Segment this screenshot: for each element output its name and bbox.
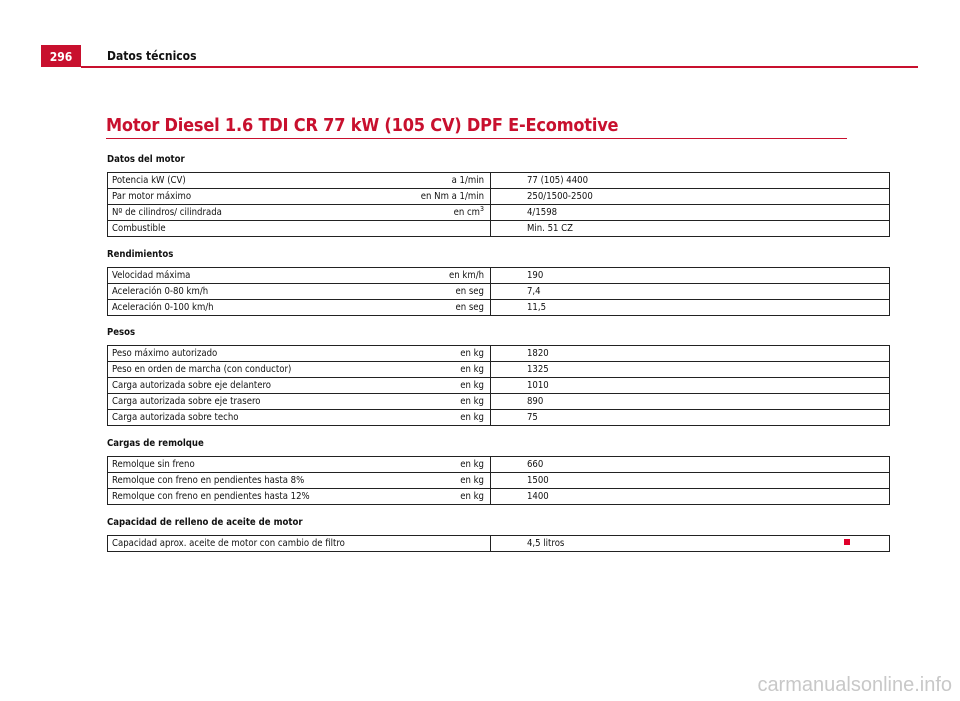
title-divider (106, 138, 847, 139)
table-row (108, 189, 890, 205)
section-rendimientos (107, 248, 847, 316)
row-unit: en kg (460, 396, 484, 407)
row-unit: en km/h (449, 270, 484, 281)
section-pesos (107, 326, 847, 426)
table-row (108, 205, 890, 221)
spec-table (107, 535, 890, 552)
row-value: 4/1598 (491, 205, 890, 221)
unit-base: en cm (453, 207, 480, 218)
row-label: Combustible (112, 223, 166, 234)
row-label: Peso en orden de marcha (con conductor) (112, 364, 292, 375)
row-value: 1325 (491, 362, 890, 378)
row-unit: en kg (460, 348, 484, 359)
table-row (108, 173, 890, 189)
row-label: Remolque con freno en pendientes hasta 8% (112, 475, 305, 486)
row-unit: en kg (460, 475, 484, 486)
row-label: Par motor máximo (112, 191, 192, 202)
row-unit: en Nm a 1/min (420, 191, 484, 202)
row-value: 77 (105) 4400 (491, 173, 890, 189)
table-row (108, 378, 890, 394)
row-value: 1010 (491, 378, 890, 394)
table-row (108, 489, 890, 505)
row-value: 1820 (491, 346, 890, 362)
row-label: Remolque con freno en pendientes hasta 12% (112, 491, 310, 502)
row-value: 660 (491, 457, 890, 473)
table-row (108, 394, 890, 410)
row-unit: en kg (460, 491, 484, 502)
row-unit: a 1/min (451, 175, 484, 186)
row-label: Carga autorizada sobre eje delantero (112, 380, 271, 391)
page-title: Motor Diesel 1.6 TDI CR 77 kW (105 CV) DPF E-Ecomotive (106, 115, 619, 136)
row-label: Carga autorizada sobre techo (112, 412, 239, 423)
spec-table (107, 172, 890, 237)
row-value: 11,5 (491, 300, 890, 316)
row-value: 1500 (491, 473, 890, 489)
table-row (108, 268, 890, 284)
row-value: 7,4 (491, 284, 890, 300)
row-unit: en kg (460, 459, 484, 470)
section-datos-del-motor (107, 153, 847, 237)
section-cargas-de-remolque (107, 437, 847, 505)
row-unit (454, 205, 484, 220)
table-row (108, 284, 890, 300)
row-value: 1400 (491, 489, 890, 505)
row-label: Velocidad máxima (112, 270, 191, 281)
header-divider (81, 66, 918, 68)
row-unit: en kg (460, 412, 484, 423)
row-value: 890 (491, 394, 890, 410)
row-unit: en kg (460, 364, 484, 375)
table-row (108, 362, 890, 378)
unit-superscript: 3 (479, 204, 484, 213)
spec-table (107, 267, 890, 316)
watermark: carmanualsonline.info (757, 674, 952, 696)
section-heading: Datos del motor (107, 154, 185, 165)
table-row (108, 346, 890, 362)
section-heading: Capacidad de relleno de aceite de motor (107, 517, 303, 528)
table-row (108, 457, 890, 473)
row-label: Nº de cilindros/ cilindrada (112, 207, 222, 218)
section-end-marker (844, 539, 850, 545)
table-row (108, 221, 890, 237)
row-label: Carga autorizada sobre eje trasero (112, 396, 261, 407)
section-heading: Pesos (107, 327, 136, 338)
section-heading: Cargas de remolque (107, 438, 204, 449)
row-value: 190 (491, 268, 890, 284)
table-row (108, 473, 890, 489)
row-unit: en seg (455, 302, 484, 313)
spec-table (107, 345, 890, 426)
row-value: 4,5 litros (491, 536, 890, 552)
table-row (108, 300, 890, 316)
row-value: 75 (491, 410, 890, 426)
row-label: Aceleración 0-80 km/h (112, 286, 209, 297)
row-label: Capacidad aprox. aceite de motor con cambio de filtro (112, 538, 345, 549)
running-header: Datos técnicos (107, 49, 197, 63)
section-capacidad-aceite (107, 516, 847, 552)
row-label: Potencia kW (CV) (112, 175, 186, 186)
row-label: Remolque sin freno (112, 459, 195, 470)
page-number-badge: 296 (41, 45, 81, 67)
row-label: Peso máximo autorizado (112, 348, 218, 359)
row-unit: en kg (460, 380, 484, 391)
section-heading: Rendimientos (107, 249, 174, 260)
table-row (108, 536, 890, 552)
row-unit: en seg (455, 286, 484, 297)
row-value: Min. 51 CZ (491, 221, 890, 237)
spec-table (107, 456, 890, 505)
row-label: Aceleración 0-100 km/h (112, 302, 214, 313)
table-row (108, 410, 890, 426)
row-value: 250/1500-2500 (491, 189, 890, 205)
